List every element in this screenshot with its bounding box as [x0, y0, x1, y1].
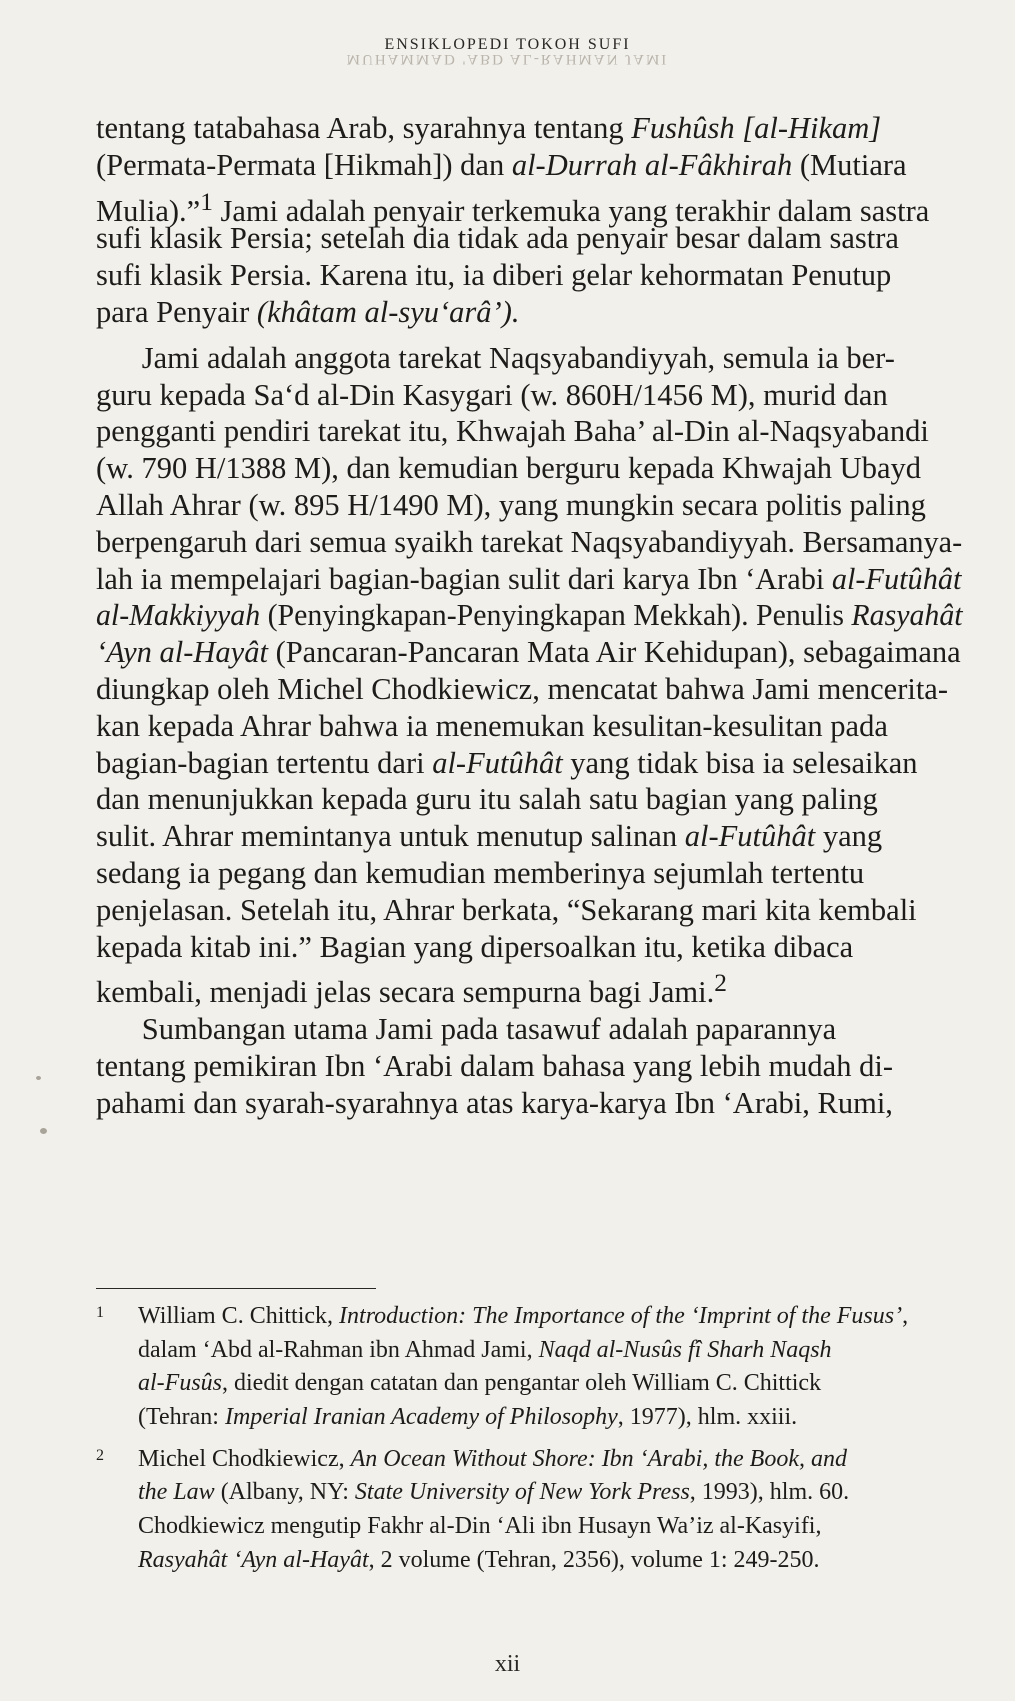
footnote-line: [96, 1401, 964, 1435]
footnote-text: (Tehran: Imperial Iranian Academy of Philosophy, 1977), hlm. xxiii.: [138, 1404, 798, 1431]
paper-speck: [36, 1076, 41, 1080]
text-line: pengganti pendiri tarekat itu, Khwajah Baha’ al-Din al-Naqsyabandi: [96, 414, 929, 449]
text-line: (Permata-Permata [Hikmah]) dan al-Durrah al-Fâkhirah (Mutiara: [96, 147, 907, 182]
footnote-line: [96, 1476, 964, 1510]
text-line: tentang pemikiran Ibn ‘Arabi dalam bahasa yang lebih mudah di-: [96, 1048, 893, 1083]
text-line: lah ia mempelajari bagian-bagian sulit dari karya Ibn ‘Arabi al-Futûhât: [96, 561, 962, 596]
footnote-number: 2: [96, 1446, 104, 1464]
paper-speck: [40, 1128, 47, 1134]
footnote: [96, 1443, 964, 1578]
footnote-line: [96, 1367, 964, 1401]
text-line: al-Makkiyyah (Penyingkapan-Penyingkapan Mekkah). Penulis Rasyahât: [96, 598, 963, 633]
text-line: Jami adalah anggota tarekat Naqsyabandiyyah, semula ia ber-: [96, 340, 895, 375]
paragraph: [96, 340, 963, 1010]
footnote-number: 1: [96, 1304, 104, 1321]
text-line: Sumbangan utama Jami pada tasawuf adalah paparannya: [96, 1012, 837, 1047]
footnote-text: the Law (Albany, NY: State University of New York Press, 1993), hlm. 60.: [138, 1479, 850, 1506]
text-line: para Penyair (khâtam al-syu‘arâ’).: [96, 294, 520, 329]
text-line: kan kepada Ahrar bahwa ia menemukan kesulitan-kesulitan pada: [96, 708, 888, 743]
footnote-text: dalam ‘Abd al-Rahman ibn Ahmad Jami, Naqd al-Nusûs fî Sharh Naqsh: [138, 1336, 832, 1363]
bleed-through-header: MUHAMMAD 'ABD AL-RAHMAN JAMI: [346, 51, 669, 67]
text-line: ‘Ayn al-Hayât (Pancaran-Pancaran Mata Air Kehidupan), sebagaimana: [96, 635, 961, 670]
text-line: Mulia).”$^1$ Jami adalah penyair terkemuka yang terakhir dalam sastra: [96, 187, 930, 228]
footnotes: [96, 1300, 964, 1578]
body-text: [96, 110, 962, 1122]
text-line: sedang ia pegang dan kemudian memberinya sejumlah tertentu: [96, 855, 865, 890]
footnote-line: [96, 1300, 964, 1334]
footnote-text: William C. Chittick, Introduction: The Importance of the ‘Imprint of the Fusus’,: [138, 1303, 909, 1329]
paragraph: [96, 1011, 962, 1121]
footnote-text: Michel Chodkiewicz, An Ocean Without Shore: Ibn ‘Arabi, the Book, and: [138, 1445, 847, 1472]
text-line: pahami dan syarah-syarahnya atas karya-karya Ibn ‘Arabi, Rumi,: [96, 1085, 893, 1120]
text-line: sufi klasik Persia; setelah dia tidak ada penyair besar dalam sastra: [96, 221, 899, 256]
page-number: xii: [494, 1651, 521, 1677]
text-line: guru kepada Sa‘d al-Din Kasygari (w. 860H/1456 M), murid dan: [96, 377, 888, 412]
text-line: bagian-bagian tertentu dari al-Futûhât yang tidak bisa ia selesaikan: [96, 745, 918, 780]
paragraph-gap: [96, 331, 962, 340]
footnote-text: Chodkiewicz mengutip Fakhr al-Din ‘Ali ibn Husayn Wa’iz al-Kasyifi,: [138, 1513, 822, 1540]
footnote-text: Rasyahât ‘Ayn al-Hayât, 2 volume (Tehran, 2356), volume 1: 249-250.: [138, 1546, 820, 1573]
text-line: Allah Ahrar (w. 895 H/1490 M), yang mungkin secara politis paling: [96, 487, 926, 522]
text-line: kembali, menjadi jelas secara sempurna bagi Jami.$^2$: [96, 969, 727, 1010]
footnote-line: [96, 1443, 964, 1477]
footnote-divider: [96, 1288, 376, 1289]
footnote-line: [96, 1544, 964, 1578]
text-line: penjelasan. Setelah itu, Ahrar berkata, “Sekarang mari kita kembali: [96, 892, 917, 927]
text-line: berpengaruh dari semua syaikh tarekat Naqsyabandiyyah. Bersamanya-: [96, 524, 963, 559]
footnote-text: al-Fusûs, diedit dengan catatan dan pengantar oleh William C. Chittick: [138, 1370, 822, 1397]
text-line: (w. 790 H/1388 M), dan kemudian berguru kepada Khwajah Ubayd: [96, 451, 921, 486]
text-line: kepada kitab ini.” Bagian yang dipersoalkan itu, ketika dibaca: [96, 929, 854, 964]
text-line: sufi klasik Persia. Karena itu, ia diberi gelar kehormatan Penutup: [96, 258, 892, 293]
text-line: sulit. Ahrar memintanya untuk menutup salinan al-Futûhât yang: [96, 819, 883, 854]
footnote-line: [96, 1510, 964, 1544]
running-header: ENSIKLOPEDI TOKOH SUFI: [384, 36, 631, 53]
footnote: [96, 1300, 964, 1435]
footnote-line: [96, 1334, 964, 1368]
text-line: tentang tatabahasa Arab, syarahnya tentang Fushûsh [al-Hikam]: [96, 111, 882, 145]
paragraph: [96, 110, 962, 331]
text-line: diungkap oleh Michel Chodkiewicz, mencatat bahwa Jami mencerita-: [96, 671, 949, 706]
footnote-gap: [96, 1435, 964, 1443]
text-line: dan menunjukkan kepada guru itu salah satu bagian yang paling: [96, 782, 878, 817]
